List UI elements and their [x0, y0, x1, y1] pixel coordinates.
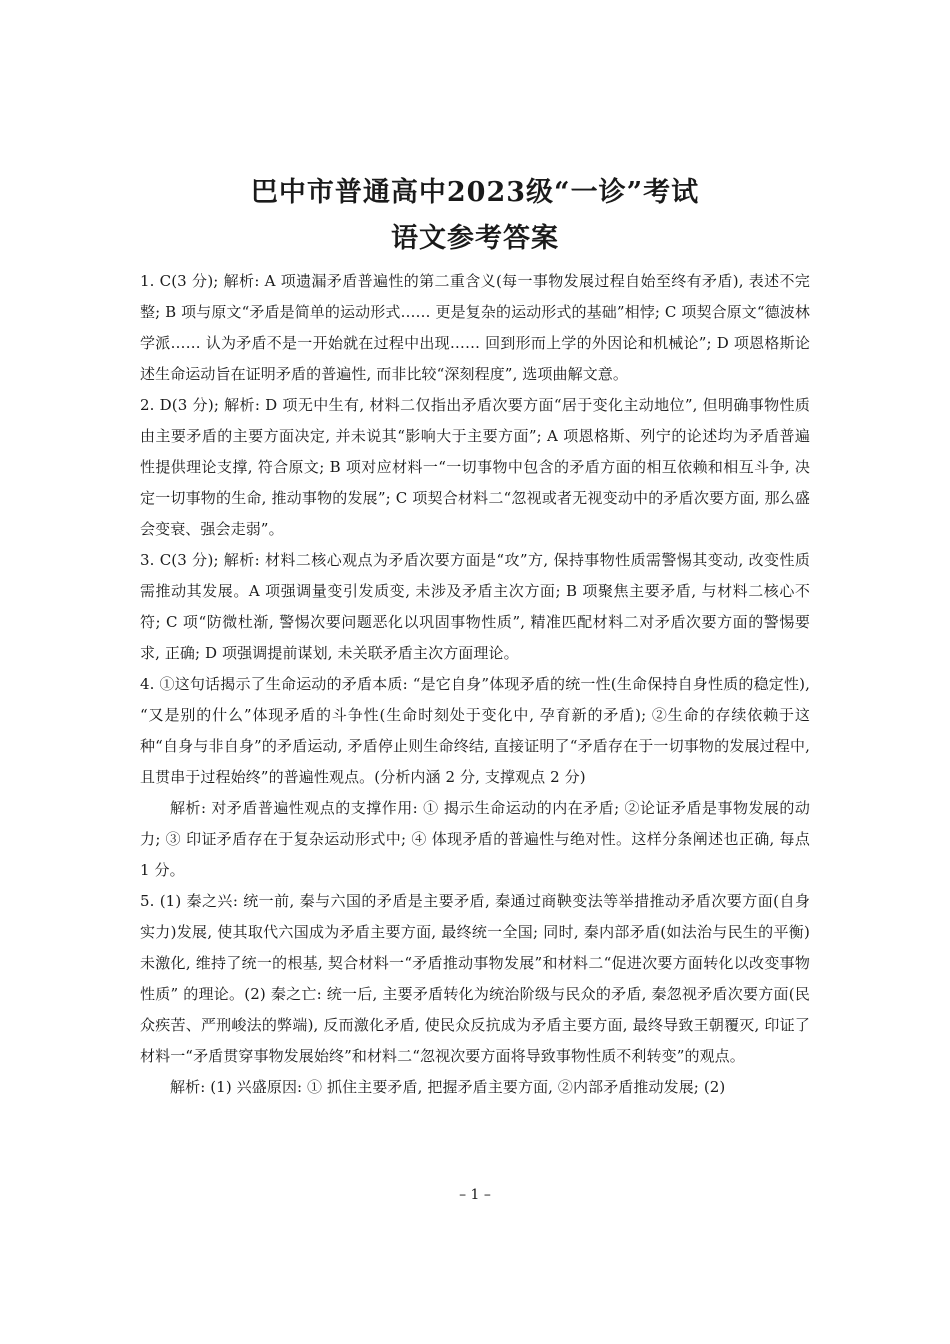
document-subtitle: 语文参考答案 — [391, 223, 559, 254]
page-number: – 1 – — [459, 1187, 491, 1203]
answer-item-5: 5. (1) 秦之兴: 统一前, 秦与六国的矛盾是主要矛盾, 秦通过商鞅变法等举措推动矛盾次要方面(自身实力)发展, 使其取代六国成为矛盾主要方面, 最终统一全国; 同时, 秦内部矛盾(如法治与民生的平衡)未激化, 维持了统一的根基, 契合材料一“矛盾推动事物发展”和材料二“促进次要方面转化以改变事物性质” 的理论。(2) 秦之亡: 统一后, 主要矛盾转化为统治阶级与民众的矛盾, 秦忽视矛盾次要方面(民众疾苦、严刑峻法的弊端), 反而激化矛盾, 使民众反抗成为矛盾主要方面, 最终导致王朝覆灭, 印证了材料一“矛盾贯穿事物发展始终”和材料二“忽视次要方面将导致事物性质不利转变”的观点。 — [140, 892, 810, 1065]
answer-item-3: 3. C(3 分); 解析: 材料二核心观点为矛盾次要方面是“攻”方, 保持事物性质需警惕其变动, 改变性质需推动其发展。A 项强调量变引发质变, 未涉及矛盾主次方面; B 项聚焦主要矛盾, 与材料二核心不符; C 项“防微杜渐, 警惕次要问题恶化以巩固事物性质”, 精准匹配材料二对矛盾次要方面的警惕要求, 正确; D 项强调提前谋划, 未关联矛盾主次方面理论。 — [140, 551, 810, 662]
document-title: 巴中市普通高中2023级“一诊”考试 — [250, 177, 700, 208]
answer-item-2: 2. D(3 分); 解析: D 项无中生有, 材料二仅指出矛盾次要方面“居于变化主动地位”, 但明确事物性质由主要矛盾的主要方面决定, 并未说其“影响大于主要方面”; A 项恩格斯、列宁的论述均为矛盾普遍性提供理论支撑, 符合原文; B 项对应材料一“一切事物中包含的矛盾方面的相互依赖和相互斗争, 决定一切事物的生命, 推动事物的发展”; C 项契合材料二“忽视或者无视变动中的矛盾次要方面, 那么盛会变衰、强会走弱”。 — [140, 396, 810, 538]
answer-content — [140, 266, 810, 1103]
answer-item-5-analysis: 解析: (1) 兴盛原因: ① 抓住主要矛盾, 把握矛盾主要方面, ②内部矛盾推动发展; (2) — [170, 1078, 726, 1096]
answer-item-4: 4. ①这句话揭示了生命运动的矛盾本质: “是它自身”体现矛盾的统一性(生命保持自身性质的稳定性), “又是别的什么”体现矛盾的斗争性(生命时刻处于变化中, 孕育新的矛盾); ②生命的存续依赖于这种“自身与非自身”的矛盾运动, 矛盾停止则生命终结, 直接证明了“矛盾存在于一切事物的发展过程中, 且贯串于过程始终”的普遍性观点。(分析内涵 2 分, 支撑观点 2 分) — [140, 675, 810, 786]
answer-item-4-analysis: 解析: 对矛盾普遍性观点的支撑作用: ① 揭示生命运动的内在矛盾; ②论证矛盾是事物发展的动力; ③ 印证矛盾存在于复杂运动形式中; ④ 体现矛盾的普遍性与绝对性。这样分条阐述也正确, 每点 1 分。 — [140, 799, 810, 879]
answer-item-1: 1. C(3 分); 解析: A 项遗漏矛盾普遍性的第二重含义(每一事物发展过程自始至终有矛盾), 表述不完整; B 项与原文“矛盾是简单的运动形式…… 更是复杂的运动形式的基础”相悖; C 项契合原文“德波林学派…… 认为矛盾不是一开始就在过程中出现…… 回到形而上学的外因论和机械论”; D 项恩格斯论述生命运动旨在证明矛盾的普遍性, 而非比较“深刻程度”, 选项曲解文意。 — [140, 272, 810, 383]
